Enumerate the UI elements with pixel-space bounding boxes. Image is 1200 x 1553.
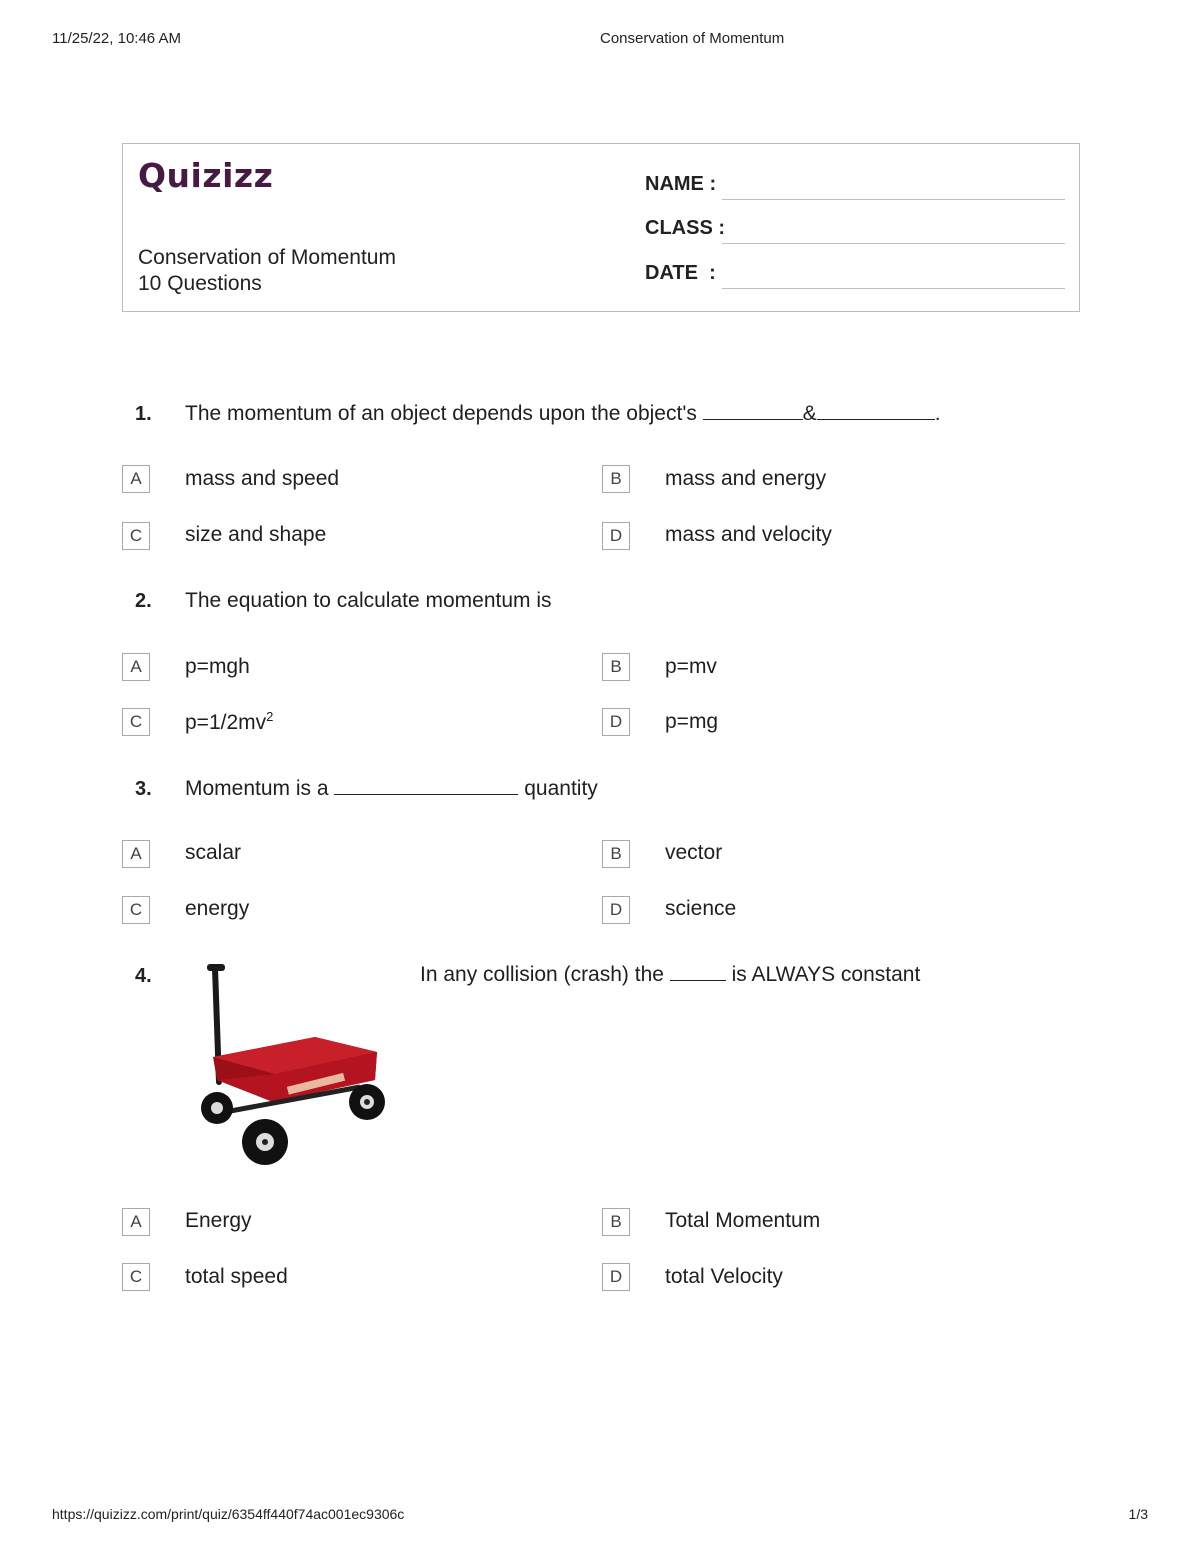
option-text[interactable]: total speed [185,1265,288,1288]
option-text[interactable]: Energy [185,1209,252,1232]
date-label: DATE : [645,262,716,284]
question-number: 1. [135,403,152,425]
question-1-text-part: . [934,402,941,425]
question-number: 2. [135,590,152,612]
option-formula: p=1/2mv [185,711,267,734]
option-text[interactable]: p=mv [665,655,717,678]
question-count: 10 Questions [138,272,262,295]
option-letter-box[interactable]: C [122,522,150,550]
option-text[interactable]: p=mg [665,710,719,733]
print-url: https://quizizz.com/print/quiz/6354ff440f74ac001ec9306c [52,1506,405,1522]
option-letter-box[interactable]: B [602,1208,630,1236]
red-wagon-image [195,962,395,1172]
option-text[interactable]: size and shape [185,523,327,546]
option-text[interactable]: scalar [185,841,242,864]
question-2-text: The equation to calculate momentum is [185,589,552,612]
question-number: 3. [135,778,152,800]
option-letter-box[interactable]: C [122,1263,150,1291]
option-letter-box[interactable]: A [122,840,150,868]
question-4-text-part: In any collision (crash) the [420,963,670,986]
date-field[interactable] [645,257,1065,289]
question-1-text-part: The momentum of an object depends upon the object's [185,402,703,425]
question-number: 4. [135,965,152,987]
quiz-title: Conservation of Momentum [138,246,396,269]
option-letter-box[interactable]: D [602,1263,630,1291]
print-page-title: Conservation of Momentum [600,30,785,47]
option-text[interactable]: mass and speed [185,467,340,490]
option-letter-box[interactable]: A [122,465,150,493]
answer-blank [670,964,726,981]
option-text[interactable]: Total Momentum [665,1209,821,1232]
option-text[interactable]: p=mgh [185,655,250,678]
option-letter-box[interactable]: B [602,840,630,868]
question-1-text [185,402,941,426]
option-text[interactable]: vector [665,841,723,864]
option-text[interactable] [185,709,273,735]
option-text[interactable]: mass and energy [665,467,827,490]
option-letter-box[interactable]: B [602,653,630,681]
option-text[interactable]: mass and velocity [665,523,832,546]
page-number: 1/3 [1128,1506,1148,1522]
class-field[interactable] [645,212,1065,244]
class-line[interactable] [722,243,1065,244]
option-letter-box[interactable]: D [602,708,630,736]
option-letter-box[interactable]: D [602,522,630,550]
option-text[interactable]: science [665,897,737,920]
question-4-text [420,963,920,987]
option-letter-box[interactable]: C [122,708,150,736]
option-letter-box[interactable]: D [602,896,630,924]
exponent: 2 [266,709,274,724]
option-letter-box[interactable]: A [122,1208,150,1236]
name-line[interactable] [722,199,1065,200]
quiz-header-card [122,143,1080,312]
name-label: NAME : [645,173,717,195]
option-text[interactable]: total Velocity [665,1265,783,1288]
answer-blank [334,778,518,795]
question-3-text-part: quantity [524,777,598,800]
option-letter-box[interactable]: B [602,465,630,493]
name-field[interactable] [645,168,1065,200]
question-4-text-part: is ALWAYS constant [725,963,921,986]
question-3-text-part: Momentum is a [185,777,335,800]
quizizz-logo: Quizizz [138,156,274,195]
option-letter-box[interactable]: A [122,653,150,681]
question-3-text [185,777,598,801]
print-datetime: 11/25/22, 10:46 AM [52,30,181,47]
answer-blank [703,403,803,420]
answer-blank [817,403,935,420]
date-line[interactable] [722,288,1065,289]
option-letter-box[interactable]: C [122,896,150,924]
class-label: CLASS : [645,217,725,239]
question-1-text-part: & [802,402,817,425]
option-text[interactable]: energy [185,897,250,920]
